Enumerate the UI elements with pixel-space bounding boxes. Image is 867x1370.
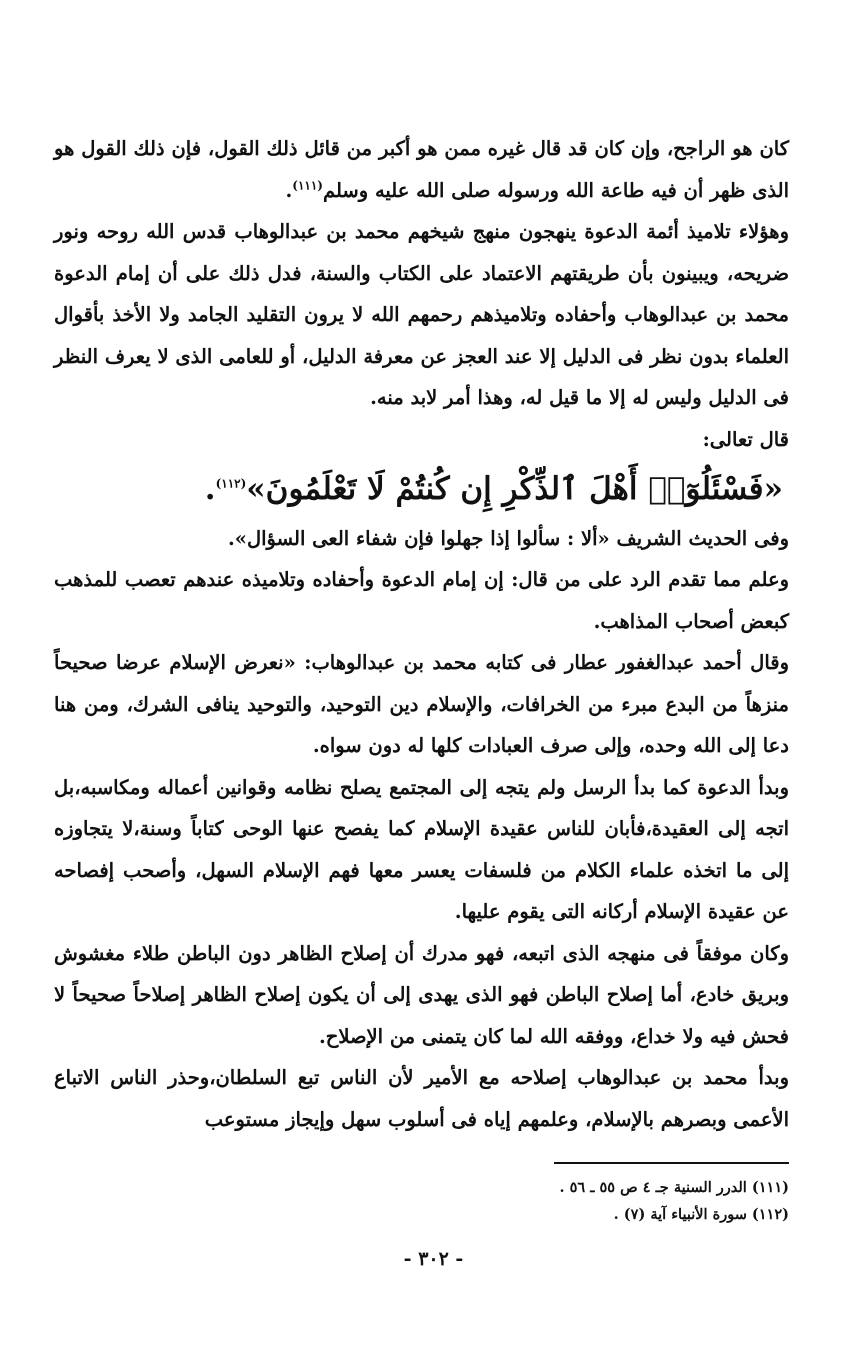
footnote-divider — [554, 1162, 789, 1164]
footnote-112: (١١٢) سورة الأنبياء آية (٧) . — [613, 1206, 789, 1223]
quran-verse: «فَسْئَلُوٓا۟ أَهْلَ ٱلذِّكْرِ إِن كُنتُمْ لَا تَعْلَمُونَ»$^{(١١٢)}$. — [204, 470, 783, 507]
paragraph-1: كان هو الراجح، وإن كان قد قال غيره ممن هو أكبر من قائل ذلك القول، فإن ذلك القول هو الذى ظهر أن فيه طاعة الله ورسوله صلى الله عليه وسلم$^{(١١١)}$. — [54, 137, 789, 202]
paragraph-4: وعلم مما تقدم الرد على من قال: إن إمام الدعوة وأحفاده وتلاميذه عندهم تعصب للمذهب كبعض أصحاب المذاهب. — [54, 568, 789, 633]
paragraph-5: وقال أحمد عبدالغفور عطار فى كتابه محمد بن عبدالوهاب: «نعرض الإسلام عرضا صحيحاً منزهاً من البدع مبرء من الخرافات، والإسلام دين التوحيد، والتوحيد ينافى الشرك، ومن هنا دعا إلى الله وحده، وإلى صرف العبادات كلها له دون سواه. — [54, 651, 789, 757]
paragraph-1-text: كان هو الراجح، وإن كان قد قال غيره ممن هو أكبر من قائل ذلك القول، فإن ذلك القول هو الذى ظهر أن فيه طاعة الله ورسوله صلى الله عليه وسلم — [54, 137, 789, 202]
paragraph-2: وهؤلاء تلاميذ أئمة الدعوة ينهجون منهج شيخهم محمد بن عبدالوهاب قدس الله روحه ونور ضريحه، ويبينون بأن طريقتهم الاعتماد على الكتاب والسنة، فدل ذلك على أن إمام الدعوة محمد بن عبدالوهاب وأحفاده وتلاميذهم رحمهم الله لا يرون التقليد الجامد ولا الأخذ بأقوال العلماء بدون نظر فى الدليل إلا عند العجز عن معرفة الدليل، أو للعامى الذى لا يعرف النظر فى الدليل وليس له إلا ما قيل له، وهذا أمر لابد منه. — [54, 220, 789, 409]
quran-verse-text: «فَسْئَلُوٓا۟ أَهْلَ ٱلذِّكْرِ إِن كُنتُمْ لَا تَعْلَمُونَ» — [246, 470, 783, 507]
paragraph-6: وبدأ الدعوة كما بدأ الرسل ولم يتجه إلى المجتمع يصلح نظامه وقوانين أعماله ومكاسبه،بل اتجه إلى العقيدة،فأبان للناس عقيدة الإسلام كما يفصح عنها الوحى كتاباً وسنة،لا يتجاوزه إلى ما اتخذه علماء الكلام من فلسفات يعسر معها فهم الإسلام السهل، وأصحب إفصاحه عن عقيدة الإسلام أركانه التى يقوم عليها. — [54, 775, 789, 923]
page-number: - ٣٠٢ - — [403, 1248, 464, 1270]
footnote-ref-111: (١١١) — [292, 178, 323, 192]
paragraph-7: وكان موفقاً فى منهجه الذى اتبعه، فهو مدرك أن إصلاح الظاهر دون الباطن طلاء مغشوش وبريق خادع، أما إصلاح الباطن فهو الذى يهدى إلى أن يكون إصلاح الظاهر إصلاحاً صحيحاً لا فحش فيه ولا خداع، ووفقه الله لما كان يتمنى من الإصلاح. — [54, 941, 789, 1048]
paragraph-8: وبدأ محمد بن عبدالوهاب إصلاحه مع الأمير لأن الناس تبع السلطان،وحذر الناس الاتباع الأعمى وبصرهم بالإسلام، وعلمهم إياه فى أسلوب سهل وإيجاز مستوعب — [54, 1066, 789, 1131]
footnote-ref-112: (١١٢) — [215, 476, 247, 491]
footnote-111: (١١١) الدرر السنية جـ ٤ ص ٥٥ ـ ٥٦ . — [559, 1179, 789, 1196]
paragraph-3: وفى الحديث الشريف «ألا : سألوا إذا جهلوا فإن شفاء العى السؤال». — [227, 526, 789, 550]
verse-intro: قال تعالى: — [702, 427, 789, 451]
